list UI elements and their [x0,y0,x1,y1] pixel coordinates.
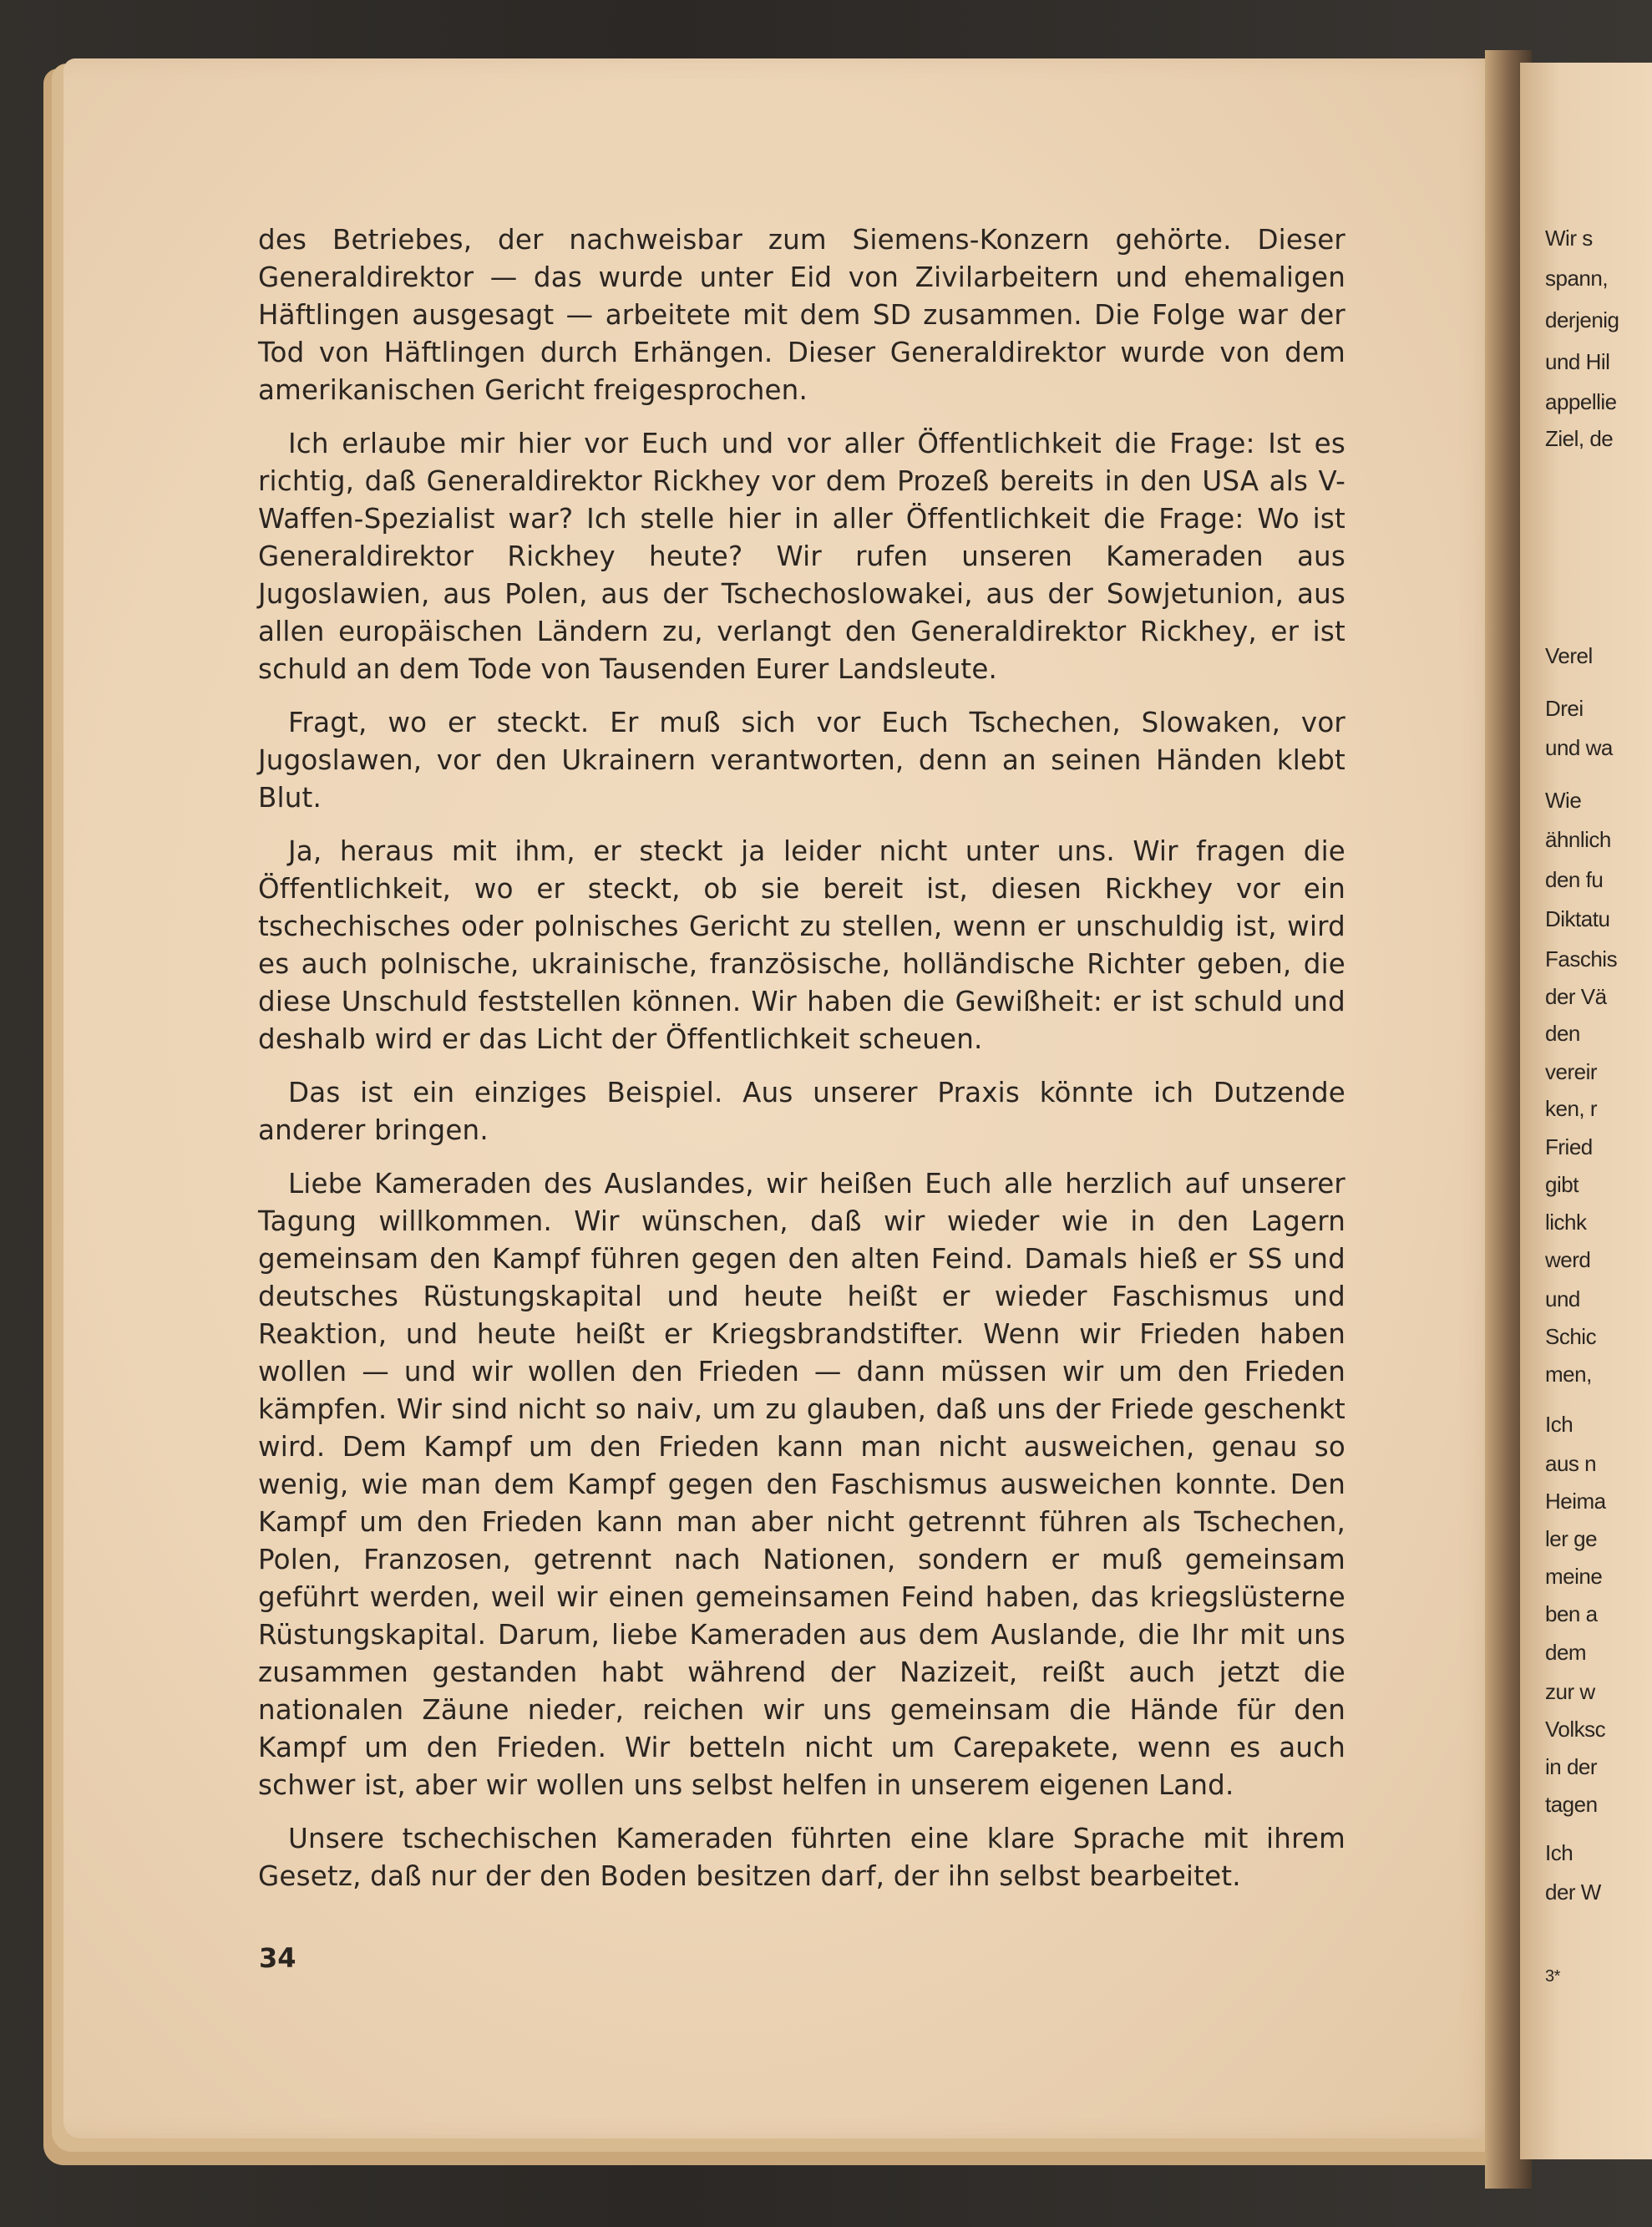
paragraph: des Betriebes, der nachweisbar zum Siemens-Konzern gehörte. Dieser Generaldirektor — das wurde unter Eid von Zivilarbeitern und ehemaligen Häftlingen ausgesagt — arbeitete mit dem SD zusammen. Die Folge war der Tod von Häftlingen durch Erhängen. Dieser Generaldirektor wurde von dem amerikanischen Gericht freigesprochen. [258,224,1345,406]
paragraph: Ja, heraus mit ihm, er steckt ja leider nicht unter uns. Wir fragen die Öffentlichkeit, wo er steckt, ob sie bereit ist, diesen Rickhey vor ein tschechisches oder polnisches Gericht zu stellen, wenn er unschuldig ist, wird es auch polnische, ukrainische, französische, holländische Richter geben, die diese Unschuld feststellen können. Wir haben die Gewißheit: er ist schuld und deshalb wird er das Licht der Öffentlichkeit scheuen. [258,835,1345,1055]
right-line: Heima [1545,1489,1606,1514]
right-line: men, [1545,1362,1592,1387]
right-line: der Vä [1545,984,1607,1009]
right-line: ähnlich [1545,827,1611,852]
right-line: gibt [1545,1172,1579,1197]
right-line: Wie [1545,788,1582,813]
right-line: meine [1545,1564,1603,1589]
right-line: den [1545,1021,1580,1046]
right-line: und wa [1545,735,1613,760]
right-line: Volksc [1545,1717,1606,1742]
right-line: der W [1545,1880,1601,1905]
right-line: den fu [1545,867,1604,892]
right-line: zur w [1545,1679,1595,1704]
right-line: und [1545,1286,1580,1311]
right-line: Faschis [1545,946,1618,971]
right-line: Schic [1545,1324,1597,1349]
right-line: aus n [1545,1451,1597,1476]
paragraph: Liebe Kameraden des Auslandes, wir heißen Euch alle herzlich auf unserer Tagung willkommen. Wir wünschen, daß wir wieder wie in den Lagern gemeinsam den Kampf führen gegen den alten Feind. Damals hieß er SS und deutsches Rüstungskapital und heute heißt er wieder Faschismus und Reaktion, und heute heißt er Kriegsbrandstifter. Wenn wir Frieden haben wollen — und wir wollen den Frieden — dann müssen wir um den Frieden kämpfen. Wir sind nicht so naiv, um zu glauben, daß uns der Friede geschenkt wird. Dem Kampf um den Frieden kann man nicht ausweichen, genau so wenig, wie man dem Kampf gegen den Faschismus ausweichen konnte. Den Kampf um den Frieden kann man aber nicht getrennt führen als Tschechen, Polen, Franzosen, getrennt nach Nationen, sondern er muß gemeinsam geführt werden, weil wir einen gemeinsamen Feind haben, das kriegslüsterne Rüstungskapital. Darum, liebe Kameraden aus dem Auslande, die Ihr mit uns zusammen gestanden habt während der Nazizeit, reißt auch jetzt die nationalen Zäune nieder, reichen wir uns gemeinsam die Hände für den Kampf um den Frieden. Wir betteln nicht um Carepakete, wenn es auch schwer ist, aber wir wollen uns selbst helfen in unserem eigenen Land. [258,1168,1345,1801]
right-line: lichk [1545,1210,1587,1235]
right-line: ken, r [1545,1096,1598,1121]
right-line: ler ge [1545,1526,1598,1551]
right-line: derjenig [1545,307,1619,332]
right-line: Fried [1545,1134,1593,1159]
paragraph: Das ist ein einziges Beispiel. Aus unserer Praxis könnte ich Dutzende anderer bringen. [258,1077,1345,1146]
right-line: Ich [1545,1412,1573,1437]
right-line: Wir s [1545,226,1593,251]
right-line: 3* [1545,1967,1560,1986]
right-line: Ziel, de [1545,426,1614,451]
right-line: in der [1545,1754,1598,1779]
paragraph: Ich erlaube mir hier vor Euch und vor aller Öffentlichkeit die Frage: Ist es richtig, daß Generaldirektor Rickhey vor dem Prozeß bereits in den USA als V-Waffen-Spezialist war? Ich stelle hier in aller Öffentlichkeit die Frage: Wo ist Generaldirektor Rickhey heute? Wir rufen unseren Kameraden aus Jugoslawien, aus Polen, aus der Tschechoslowakei, aus der Sowjetunion, aus allen europäischen Ländern zu, verlangt den Generaldirektor Rickhey, er ist schuld an dem Tode von Tausenden Eurer Landsleute. [258,428,1345,685]
right-line: und Hil [1545,349,1610,374]
right-line: werd [1545,1247,1591,1272]
right-line: appellie [1545,389,1617,414]
right-line: Diktatu [1545,906,1610,931]
page-number: 34 [259,1942,296,1974]
paragraph: Unsere tschechischen Kameraden führten eine klare Sprache mit ihrem Gesetz, daß nur der den Boden besitzen darf, der ihn selbst bearbeitet. [258,1823,1345,1892]
right-line: spann, [1545,266,1609,291]
right-line: Ich [1545,1840,1573,1865]
right-page-text [1545,0,1652,2227]
paragraph: Fragt, wo er steckt. Er muß sich vor Euch Tschechen, Slowaken, vor Jugoslawen, vor den Ukrainern verantworten, denn an seinen Händen klebt Blut. [258,707,1345,814]
body-text [258,221,1345,1911]
right-line: Drei [1545,696,1584,721]
right-line: dem [1545,1640,1587,1665]
right-line: ben a [1545,1601,1598,1626]
right-line: Verel [1545,643,1593,668]
right-line: tagen [1545,1792,1598,1817]
right-line: vereir [1545,1059,1598,1084]
